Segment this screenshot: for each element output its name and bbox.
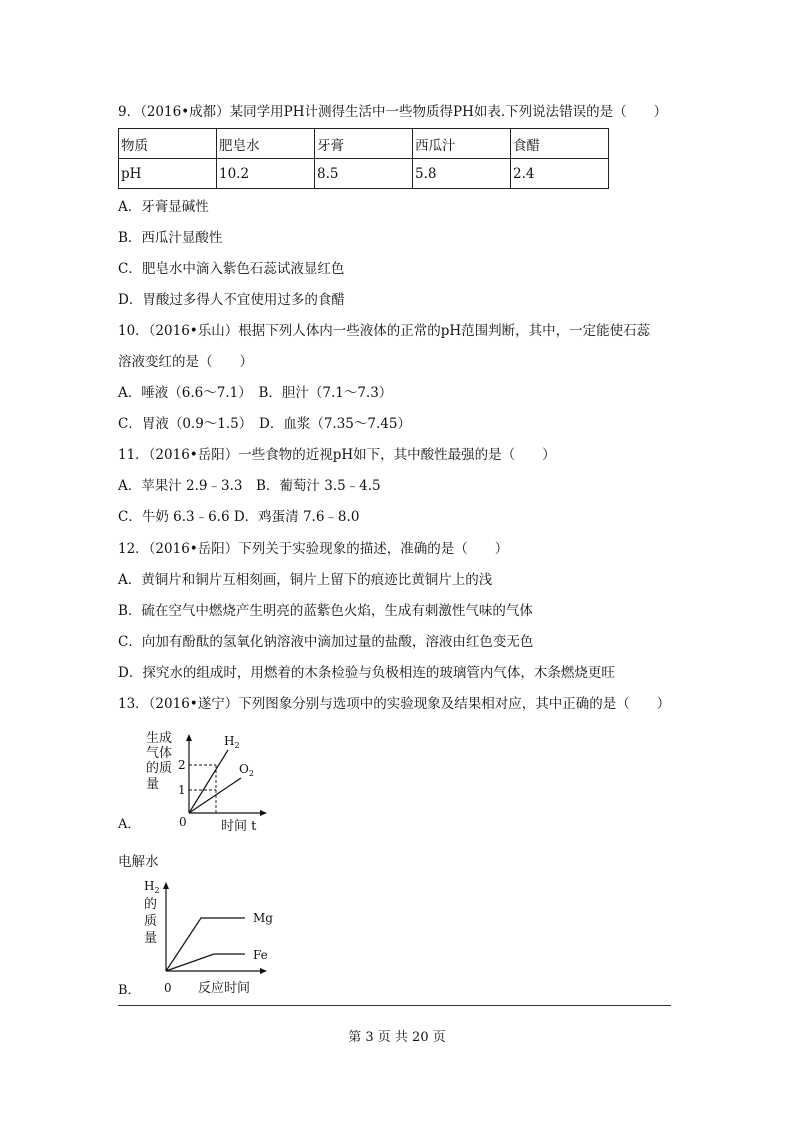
table-header-row — [119, 129, 609, 159]
q9-option-c: C．肥皂水中滴入紫色石蕊试液显红色 — [118, 261, 345, 277]
y-tick-label: 2 — [178, 758, 186, 772]
q10-stem-line2: 溶液变红的是（ ） — [118, 354, 253, 370]
figure-b-ylabel: 质 — [144, 914, 158, 929]
figure-a-ylabel: 生成 — [146, 731, 173, 746]
figure-a-ylabel: 气体 — [146, 746, 173, 761]
series-label-mg: Mg — [253, 911, 273, 925]
q9-option-a: A．牙膏显碱性 — [118, 199, 209, 215]
x-axis-arrow — [260, 810, 267, 816]
q9-option-b: B．西瓜汁显酸性 — [118, 230, 223, 246]
q10-options-line2: C．胃液（0.9～1.5） D．血浆（7.35～7.45） — [118, 416, 411, 432]
table-cell: 牙膏 — [315, 129, 413, 159]
q13-stem: 13．（2016•遂宁）下列图象分别与选项中的实验现象及结果相对应，其中正确的是（ ） — [118, 696, 671, 712]
mg-line — [166, 918, 245, 971]
origin-label: 0 — [164, 981, 172, 995]
q12-option-c: C．向加有酚酞的氢氧化钠溶液中滴加过量的盐酸，溶液由红色变无色 — [118, 634, 534, 650]
table-cell: 肥皂水 — [217, 129, 315, 159]
ph-table — [118, 128, 609, 189]
h2-line — [189, 750, 228, 813]
series-label-fe: Fe — [253, 948, 268, 962]
fe-line — [166, 954, 245, 971]
y-axis-arrow — [186, 734, 192, 741]
x-axis-label: 时间 t — [221, 819, 257, 834]
figure-a-letter: A． — [118, 817, 141, 832]
y-tick-label: 1 — [178, 783, 186, 797]
table-cell: 8.5 — [315, 159, 413, 189]
table-cell: pH — [119, 159, 217, 189]
figure-b-ylabel: $H_2$ — [144, 879, 160, 895]
table-cell: 食醋 — [511, 129, 609, 159]
figure-a-caption: 电解水 — [118, 854, 159, 870]
figure-b-ylabel: 的 — [144, 897, 158, 912]
series-label-o2: $O_2$ — [239, 762, 254, 778]
x-axis-label: 反应时间 — [198, 981, 251, 996]
q12-option-a: A．黄铜片和铜片互相刻画，铜片上留下的痕迹比黄铜片上的浅 — [118, 572, 493, 588]
q12-stem: 12．（2016•岳阳）下列关于实验现象的描述，准确的是（ ） — [118, 541, 509, 557]
figure-a-ylabel: 的质 — [146, 761, 173, 776]
q11-stem: 11．（2016•岳阳）一些食物的近视pH如下，其中酸性最强的是（ ） — [118, 447, 556, 463]
figure-b-letter: B． — [118, 983, 141, 998]
table-row — [119, 159, 609, 189]
figure-b-ylabel: 量 — [144, 931, 158, 946]
figure-a-ylabel: 量 — [146, 777, 160, 792]
x-axis-arrow — [260, 968, 267, 974]
origin-label: 0 — [179, 815, 187, 829]
q10-stem-line1: 10．（2016•乐山）根据下列人体内一些液体的正常的pH范围判断，其中，一定能使石蕊 — [118, 323, 651, 339]
series-label-h2: $H_2$ — [224, 734, 240, 750]
table-cell: 10.2 — [217, 159, 315, 189]
figure-b-metal-reaction-graph — [118, 876, 288, 998]
q9-option-d: D．胃酸过多得人不宜使用过多的食醋 — [118, 292, 345, 308]
q9-stem: 9．（2016•成都）某同学用PH计测得生活中一些物质得PH如表.下列说法错误的是（ ） — [118, 104, 668, 120]
q11-options-line2: C．牛奶 6.3﹣6.6 D．鸡蛋清 7.6﹣8.0 — [118, 509, 360, 525]
q10-options-line1: A．唾液（6.6～7.1） B．胆汁（7.1～7.3） — [118, 385, 393, 401]
o2-line — [189, 778, 241, 813]
page-footer: 第 3 页 共 20 页 — [348, 1030, 446, 1045]
q12-option-b: B．硫在空气中燃烧产生明亮的蓝紫色火焰，生成有刺激性气味的气体 — [118, 603, 533, 619]
y-axis-arrow — [163, 882, 169, 889]
figure-a-electrolysis-graph — [118, 728, 278, 838]
q11-options-line1: A．苹果汁 2.9﹣3.3 B．葡萄汁 3.5﹣4.5 — [118, 478, 381, 494]
table-cell: 西瓜汁 — [413, 129, 511, 159]
table-cell: 物质 — [119, 129, 217, 159]
table-cell: 5.8 — [413, 159, 511, 189]
footer-divider — [118, 1005, 671, 1006]
table-cell: 2.4 — [511, 159, 609, 189]
q12-option-d: D．探究水的组成时，用燃着的木条检验与负极相连的玻璃管内气体，木条燃烧更旺 — [118, 665, 615, 681]
